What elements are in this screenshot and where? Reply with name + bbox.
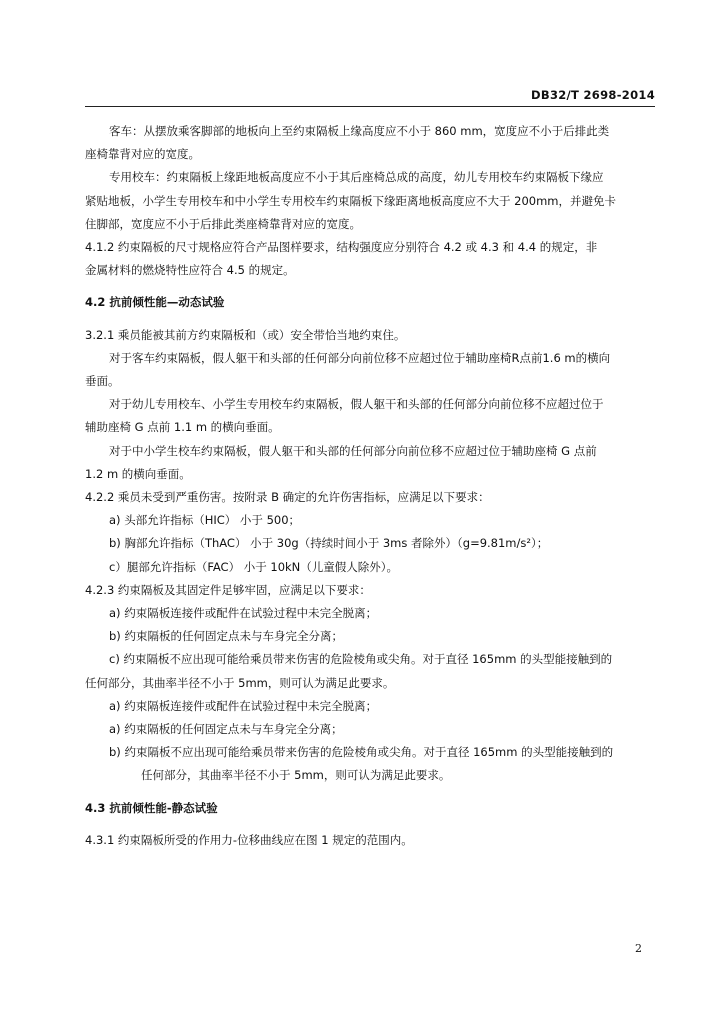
clause-4-2-3: 4.2.3 约束隔板及其固定件足够牢固，应满足以下要求： (85, 582, 371, 597)
header-rule (85, 106, 655, 107)
list-item: a) 约束隔板连接件或配件在试验过程中未完全脱离； (109, 698, 378, 713)
paragraph-line: 辅助座椅 G 点前 1.1 m 的横向垂面。 (85, 420, 280, 435)
paragraph-line: 紧贴地板，小学生专用校车和中小学生专用校车约束隔板下缘距离地板高度应不大于 200mm，并避免卡 (85, 193, 617, 208)
clause-4-1-2: 4.1.2 约束隔板的尺寸规格应符合产品图样要求，结构强度应分别符合 4.2 或 4.3 和 4.4 的规定，非 (85, 240, 598, 255)
paragraph-line: 客车：从摆放乘客脚部的地板向上至约束隔板上缘高度应不小于 860 mm，宽度应不小于后排此类 (109, 124, 610, 138)
document-body (85, 120, 655, 852)
list-item: c）腿部允许指标（FAC） 小于 10kN（儿童假人除外）。 (109, 559, 399, 574)
list-item-continuation: 任何部分，其曲率半径不小于 5mm，则可认为满足此要求。 (85, 675, 395, 690)
list-item: a) 头部允许指标（HIC） 小于 500； (109, 513, 301, 528)
page-number: 2 (635, 942, 642, 955)
list-item: a) 约束隔板的任何固定点未与车身完全分离； (109, 722, 343, 737)
paragraph-line: 住脚部，宽度应不小于后排此类座椅靠背对应的宽度。 (85, 216, 361, 231)
list-item: b) 约束隔板的任何固定点未与车身完全分离； (109, 629, 343, 644)
clause-4-3-1: 4.3.1 约束隔板所受的作用力-位移曲线应在图 1 规定的范围内。 (85, 832, 413, 847)
list-item: b) 胸部允许指标（ThAC） 小于 30g（持续时间小于 3ms 者除外）（g=9.81m/s²）； (109, 536, 549, 551)
paragraph-line: 金属材料的燃烧特性应符合 4.5 的规定。 (85, 263, 295, 278)
paragraph-line: 1.2 m 的横向垂面。 (85, 466, 191, 481)
clause-3-2-1: 3.2.1 乘员能被其前方约束隔板和（或）安全带恰当地约束住。 (85, 327, 406, 342)
list-item: a) 约束隔板连接件或配件在试验过程中未完全脱离； (109, 606, 378, 621)
section-heading-4-3: 4.3 抗前倾性能-静态试验 (85, 800, 218, 815)
paragraph-line: 垂面。 (85, 374, 120, 389)
paragraph-line: 座椅靠背对应的宽度。 (85, 147, 200, 162)
list-item-continuation: 任何部分，其曲率半径不小于 5mm，则可认为满足此要求。 (141, 768, 451, 783)
list-item: c) 约束隔板不应出现可能给乘员带来伤害的危险棱角或尖角。对于直径 165mm 的头型能接触到的 (109, 652, 613, 667)
paragraph-line: 对于客车约束隔板，假人躯干和头部的任何部分向前位移不应超过位于辅助座椅R点前1.6 m的横向 (109, 350, 611, 365)
section-heading-4-2: 4.2 抗前倾性能—动态试验 (85, 295, 225, 310)
paragraph-line: 专用校车：约束隔板上缘距地板高度应不小于其后座椅总成的高度，幼儿专用校车约束隔板下缘应 (109, 170, 604, 185)
standard-code: DB32/T 2698-2014 (531, 88, 655, 102)
clause-4-2-2: 4.2.2 乘员未受到严重伤害。按附录 B 确定的允许伤害指标，应满足以下要求： (85, 490, 490, 505)
paragraph-line: 对于中小学生校车约束隔板，假人躯干和头部的任何部分向前位移不应超过位于辅助座椅 G 点前 (109, 443, 597, 458)
paragraph-line: 对于幼儿专用校车、小学生专用校车约束隔板，假人躯干和头部的任何部分向前位移不应超过位于 (109, 397, 604, 412)
list-item: b) 约束隔板不应出现可能给乘员带来伤害的危险棱角或尖角。对于直径 165mm 的头型能接触到的 (109, 745, 614, 760)
